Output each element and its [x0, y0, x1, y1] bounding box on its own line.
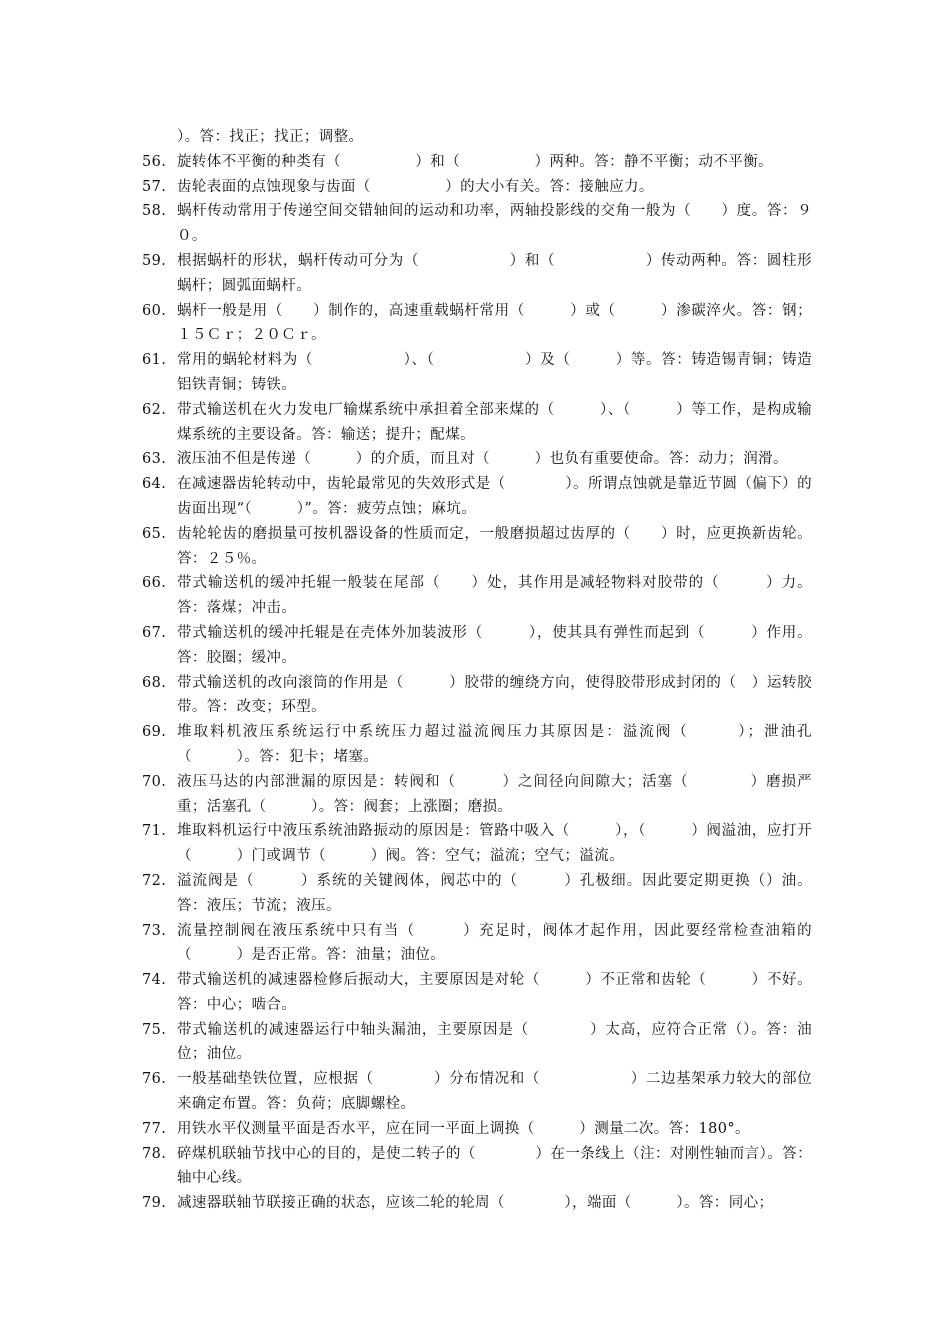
list-item [142, 249, 812, 299]
item-number: 59. [142, 252, 167, 269]
list-item [142, 770, 812, 820]
item-text: 一般基础垫铁位置，应根据（ ）分布情况和（ ）二边基架承力较大的部位来确定布置。答：负荷；底脚螺栓。 [177, 1071, 812, 1113]
list-item [142, 919, 812, 969]
item-number: 66. [142, 575, 167, 592]
item-number: 58. [142, 203, 167, 220]
item-number: 75. [142, 1021, 167, 1038]
item-text: 带式输送机的缓冲托辊一般装在尾部（ ）处，其作用是减轻物料对胶带的（ ）力。答：落煤；冲击。 [177, 575, 812, 617]
item-text: 带式输送机的减速器检修后振动大，主要原因是对轮（ ）不正常和齿轮（ ）不好。答：中心；啮合。 [177, 972, 812, 1013]
item-number: 68. [142, 674, 167, 691]
item-number: 72. [142, 872, 167, 889]
item-text: 用铁水平仪测量平面是否水平，应在同一平面上调换（ ）测量二次。答：180°。 [177, 1120, 750, 1137]
list-item [142, 398, 812, 448]
list-item [142, 472, 812, 522]
item-text: 液压马达的内部泄漏的原因是：转阀和（ ）之间径向间隙大；活塞（ ）磨损严重；活塞孔（ ）。答：阀套；上涨圈；磨损。 [177, 773, 812, 815]
item-text: 流量控制阀在液压系统中只有当（ ）充足时，阀体才起作用，因此要经常检查油箱的（ ）是否正常。答：油量；油位。 [177, 922, 812, 964]
item-text: 齿轮表面的点蚀现象与齿面（ ）的大小有关。答：接触应力。 [177, 178, 654, 195]
item-text: 常用的蜗轮材料为（ ）、（ ）及（ ）等。答：铸造锡青铜；铸造铝铁青铜；铸铁。 [177, 352, 812, 393]
list-item [142, 150, 812, 175]
list-item [142, 621, 812, 671]
list-item [142, 869, 812, 919]
item-number: 74. [142, 972, 167, 989]
item-text: 堆取料机液压系统运行中系统压力超过溢流阀压力其原因是：溢流阀（ ）；泄油孔（ ）。答：犯卡；堵塞。 [177, 724, 812, 765]
item-text: 带式输送机的缓冲托辊是在壳体外加装波形（ ），使其具有弹性而起到（ ）作用。答：胶圈；缓冲。 [177, 624, 812, 666]
item-number: 69. [142, 724, 167, 741]
item-number: 65. [142, 525, 167, 542]
list-item [142, 819, 812, 869]
item-text: 根据蜗杆的形状，蜗杆传动可分为（ ）和（ ）传动两种。答：圆柱形蜗杆；圆弧面蜗杆。 [177, 252, 812, 294]
item-text: 蜗杆传动常用于传递空间交错轴间的运动和功率，两轴投影线的交角一般为（ ）度。答：９０。 [177, 203, 812, 245]
list-item [142, 522, 812, 572]
list-item [142, 1018, 812, 1068]
item-number: 67. [142, 624, 167, 641]
item-number: 73. [142, 922, 167, 939]
item-number: 70. [142, 773, 167, 790]
list-item [142, 348, 812, 398]
item-text: 旋转体不平衡的种类有（ ）和（ ）两种。答：静不平衡；动不平衡。 [177, 153, 773, 170]
item-text: 在减速器齿轮转动中，齿轮最常见的失效形式是（ ）。所谓点蚀就是靠近节圆（偏下）的齿面出现“（ ）”。答：疲劳点蚀；麻坑。 [177, 476, 812, 517]
item-number: 78. [142, 1145, 167, 1162]
item-text: 减速器联轴节联接正确的状态，应该二轮的轮周（ ），端面（ ）。答：同心； [177, 1195, 774, 1212]
item-text: 溢流阀是（ ）系统的关键阀体，阀芯中的（ ）孔极细。因此要定期更换（）油。答：液压；节流；液压。 [177, 872, 812, 914]
continuation-line: ）。答：找正；找正；调整。 [177, 129, 364, 145]
item-text: 带式输送机的改向滚筒的作用是（ ）胶带的缠绕方向，使得胶带形成封闭的（ ）运转胶带。答：改变；环型。 [177, 674, 812, 716]
item-number: 71. [142, 823, 167, 840]
item-number: 77. [142, 1120, 167, 1137]
list-item [142, 447, 812, 472]
item-text: 液压油不但是传递（ ）的介质，而且对（ ）也负有重要使命。答：动力；润滑。 [177, 451, 788, 468]
item-number: 76. [142, 1071, 167, 1088]
list-item [142, 571, 812, 621]
item-number: 56. [142, 153, 167, 170]
item-number: 64. [142, 476, 167, 493]
question-list [142, 150, 812, 1216]
list-item [142, 1191, 812, 1216]
item-number: 63. [142, 451, 167, 468]
item-text: 蜗杆一般是用（ ）制作的，高速重载蜗杆常用（ ）或（ ）渗碳淬火。答：钢；１５Ｃｒ；２０Ｃｒ。 [177, 302, 812, 344]
list-item [142, 968, 812, 1018]
list-item [142, 1067, 812, 1117]
item-text: 堆取料机运行中液压系统油路振动的原因是：管路中吸入（ ），（ ）阀溢油，应打开（ ）门或调节（ ）阀。答：空气；溢流；空气；溢流。 [177, 823, 812, 865]
list-item [142, 720, 812, 770]
list-item [142, 671, 812, 721]
item-number: 57. [142, 178, 167, 195]
item-number: 61. [142, 352, 167, 369]
item-text: 带式输送机的减速器运行中轴头漏油，主要原因是（ ）太高，应符合正常（）。答：油位；油位。 [177, 1021, 812, 1063]
list-item [142, 299, 812, 349]
list-item [142, 1142, 812, 1192]
item-number: 62. [142, 401, 167, 418]
item-text: 碎煤机联轴节找中心的目的，是使二转子的（ ）在一条线上（注：对刚性轴而言）。答：轴中心线。 [177, 1145, 812, 1187]
list-item [142, 175, 812, 200]
item-text: 带式输送机在火力发电厂输煤系统中承担着全部来煤的（ ）、（ ）等工作，是构成输煤系统的主要设备。答：输送；提升；配煤。 [177, 401, 812, 443]
item-text: 齿轮轮齿的磨损量可按机器设备的性质而定，一般磨损超过齿厚的（ ）时，应更换新齿轮。答：２５％。 [177, 525, 812, 567]
item-number: 79. [142, 1195, 167, 1212]
list-item [142, 1117, 812, 1142]
list-item [142, 199, 812, 249]
item-number: 60. [142, 302, 167, 319]
